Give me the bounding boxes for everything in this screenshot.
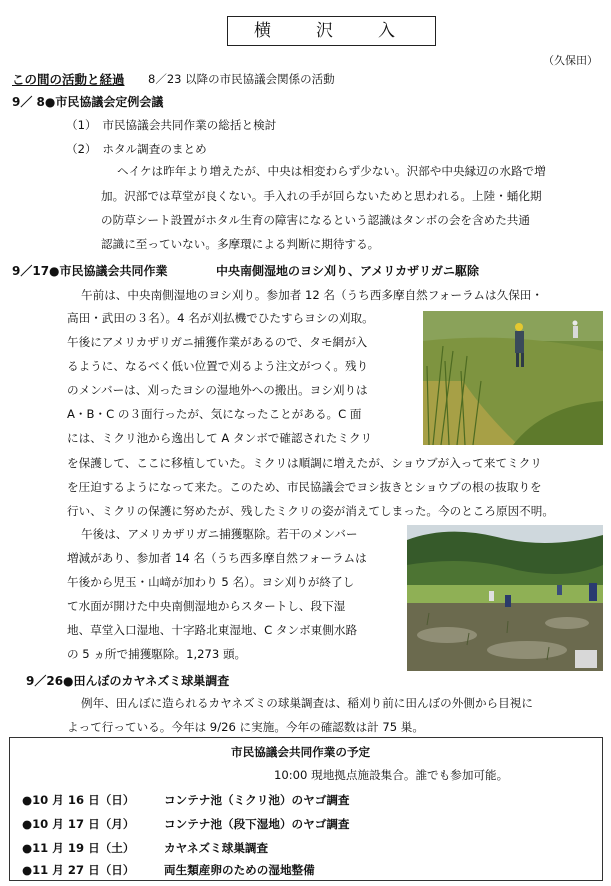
text-line: 午前は、中央南側湿地のヨシ刈り。参加者 12 名（うち西多摩自然フォーラムは久保田・ [81,288,543,302]
text-line: て水面が開けた中央南側湿地からスタートし、段下湿 [67,599,346,613]
author: （久保田） [543,54,598,67]
text-line: 加。沢部では草堂が良くない。手入れの手が回らないためと思われる。上陸・蛹化期 [101,189,542,203]
schedule-box [9,737,603,881]
text-line: には、ミクリ池から逸出して A タンボで確認されたミクリ [67,431,373,445]
schedule-event: コンテナ池（ミクリ池）のヤゴ調査 [164,793,350,807]
page-title: 横 沢 入 [227,16,436,46]
text-line: 午後にアメリカザリガニ捕獲作業があるので、タモ網が入 [67,335,368,349]
agenda-item-1: （1） 市民協議会共同作業の総括と検討 [66,118,277,132]
text-line: 行い、ミクリの保護に努めたが、残したミクリの姿が消えてしまった。今のところ原因不明。 [67,504,554,518]
crayfish-capture-photo [407,525,603,671]
text-line: A・B・C の３面行ったが、気になったことがある。C 面 [67,407,362,421]
agenda-item-2: （2） ホタル調査のまとめ [66,142,207,156]
section-subheading: 8／23 以降の市民協議会関係の活動 [148,72,335,86]
schedule-event: カヤネズミ球巣調査 [164,841,269,855]
entry-heading-0917: 中央南側湿地のヨシ刈り、アメリカザリガニ駆除 [216,264,480,278]
reed-cutting-photo [423,311,603,445]
schedule-item [22,862,315,878]
text-line: 例年、田んぼに造られるカヤネズミの球巣調査は、稲刈り前に田んぼの外側から目視に [81,696,533,710]
schedule-date: ●10 月 17 日（月） [22,817,135,831]
text-line: を圧迫するようになって来た。このため、市民協議会でヨシ抜きとショウブの根の抜取りを [67,480,542,494]
section-heading: この間の活動と経過 [12,72,125,87]
schedule-item [22,792,350,808]
schedule-note: 10:00 現地拠点施設集合。誰でも参加可能。 [274,768,509,782]
schedule-event: コンテナ池（段下湿地）のヤゴ調査 [164,817,350,831]
text-line: 増減があり、参加者 14 名（うち西多摩自然フォーラムは [67,551,367,565]
entry-date-0917: 9／17●市民協議会共同作業 [12,264,168,278]
text-line: の防草シート設置がホタル生育の障害になるという認識はタンボの会を含めた共通 [101,213,530,227]
text-line: 高田・武田の３名）。4 名が刈払機でひたすらヨシの刈取。 [67,311,374,325]
schedule-title: 市民協議会共同作業の予定 [231,745,371,759]
schedule-event: 両生類産卵のための湿地整備 [164,863,315,877]
text-line: のメンバーは、刈ったヨシの湿地外への搬出。ヨシ刈りは [67,383,368,397]
schedule-date: ●11 月 19 日（土） [22,841,135,855]
text-line: よって行っている。今年は 9/26 に実施。今年の確認数は計 75 巣。 [67,720,424,734]
text-line: 地、草堂入口湿地、十字路北東湿地、C タンボ東側水路 [67,623,358,637]
entry-date-0926: 9／26●田んぼのカヤネズミ球巣調査 [26,674,230,688]
text-line: 認識に至っていない。多摩環による判断に期待する。 [101,237,380,251]
text-line: 午後から児玉・山﨑が加わり 5 名）。ヨシ刈りが終了し [67,575,355,589]
text-line: 午後は、アメリカザリガニ捕獲駆除。若干のメンバー [81,527,358,541]
schedule-date: ●11 月 27 日（日） [22,863,135,877]
entry-date-0908: 9／ 8●市民協議会定例会議 [12,95,164,109]
text-line: を保護して、ここに移植していた。ミクリは順調に増えたが、ショウブが入って来てミクリ [67,456,542,470]
text-line: ヘイケは昨年より増えたが、中央は相変わらず少ない。沢部や中央縁辺の水路で増 [117,164,546,178]
text-line: の 5 ヵ所で捕獲駆除。1,273 頭。 [67,647,247,661]
text-line: るように、なるべく低い位置で刈るよう注文がつく。残り [67,359,369,373]
schedule-date: ●10 月 16 日（日） [22,793,135,807]
schedule-item [22,816,350,832]
schedule-item [22,840,268,856]
